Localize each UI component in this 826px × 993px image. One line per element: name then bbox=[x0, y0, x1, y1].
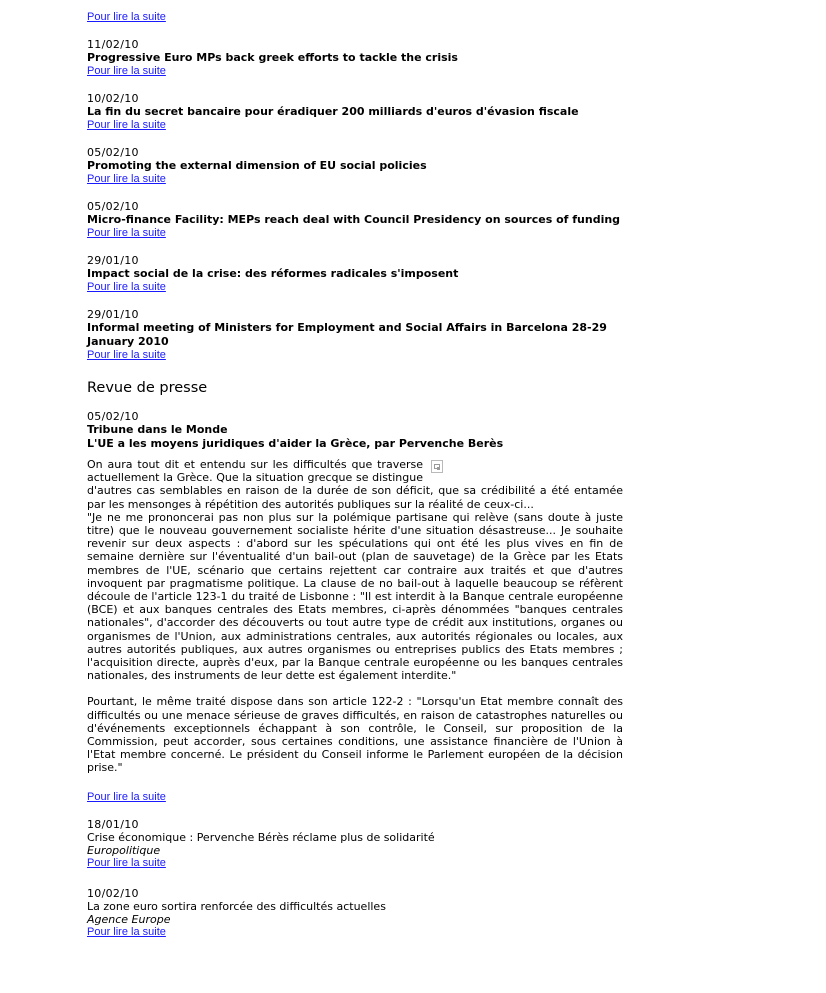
press-date: 05/02/10 bbox=[87, 410, 139, 423]
press-date: 10/02/10 bbox=[87, 886, 139, 900]
news-item bbox=[87, 254, 623, 294]
press-date: 18/01/10 bbox=[87, 817, 139, 831]
read-more-link[interactable]: Pour lire la suite bbox=[87, 790, 166, 803]
press-title: L'UE a les moyens juridiques d'aider la Grèce, par Pervenche Berès bbox=[87, 437, 504, 450]
news-item bbox=[87, 92, 623, 132]
news-title: Micro-finance Facility: MEPs reach deal with Council Presidency on sources of funding bbox=[87, 213, 621, 226]
news-title: Impact social de la crise: des réformes radicales s'imposent bbox=[87, 267, 459, 280]
news-item bbox=[87, 200, 623, 240]
news-item bbox=[87, 146, 623, 186]
news-date: 10/02/10 bbox=[87, 92, 139, 105]
news-date: 29/01/10 bbox=[87, 254, 139, 267]
section-heading: Revue de presse bbox=[87, 380, 208, 396]
read-more-link[interactable]: Pour lire la suite bbox=[87, 119, 166, 131]
article-paragraph: Pourtant, le même traité dispose dans son article 122-2 : "Lorsqu'un Etat membre connaît des difficultés ou une menace sérieuse de graves difficultés, en raison de catastrophes naturelles ou d'événements exceptionnels échappant à son contrôle, le Conseil, sur proposition de la Commission, peut accorder, sous certaines conditions, une assistance financière de l'Union à l'Etat membre concerné. Le président du Conseil informe le Parlement européen de la décision prise." bbox=[87, 695, 623, 775]
broken-image-icon bbox=[431, 460, 443, 473]
press-featured-article bbox=[87, 410, 623, 804]
read-more-link[interactable]: Pour lire la suite bbox=[87, 925, 166, 938]
read-more-link[interactable]: Pour lire la suite bbox=[87, 11, 166, 23]
news-item bbox=[87, 308, 623, 362]
news-title: La fin du secret bancaire pour éradiquer 200 milliards d'euros d'évasion fiscale bbox=[87, 105, 579, 118]
news-date: 29/01/10 bbox=[87, 308, 139, 321]
read-more-link[interactable]: Pour lire la suite bbox=[87, 173, 166, 185]
news-date: 05/02/10 bbox=[87, 146, 139, 159]
read-more-link[interactable]: Pour lire la suite bbox=[87, 349, 166, 361]
press-source: Europolitique bbox=[87, 843, 161, 857]
news-title: Progressive Euro MPs back greek efforts to tackle the crisis bbox=[87, 51, 458, 64]
press-source: Agence Europe bbox=[87, 912, 171, 926]
press-title: La zone euro sortira renforcée des difficultés actuelles bbox=[87, 899, 386, 913]
news-date: 11/02/10 bbox=[87, 38, 139, 51]
read-more-link[interactable]: Pour lire la suite bbox=[87, 856, 166, 869]
main-column bbox=[87, 0, 623, 939]
read-more-link[interactable]: Pour lire la suite bbox=[87, 65, 166, 77]
news-date: 05/02/10 bbox=[87, 200, 139, 213]
news-title: Informal meeting of Ministers for Employment and Social Affairs in Barcelona 28-29 January 2010 bbox=[87, 321, 607, 348]
read-more-link[interactable]: Pour lire la suite bbox=[87, 281, 166, 293]
news-title: Promoting the external dimension of EU social policies bbox=[87, 159, 427, 172]
news-item bbox=[87, 38, 623, 78]
read-more-link[interactable]: Pour lire la suite bbox=[87, 227, 166, 239]
press-source-line: Tribune dans le Monde bbox=[87, 423, 228, 436]
press-item bbox=[87, 818, 623, 870]
article-paragraph: "Je ne me prononcerai pas non plus sur la polémique partisane qui relève (sans doute à juste titre) que le nouveau gouvernement socialiste hérite d'une situation désastreuse... Je souhaite revenir sur deux aspects : d'abord sur les spéculations qui ont été les plus vives en fin de semaine dernière sur l'éventualité d'un bail-out (plan de sauvetage) de la Grèce par les Etats membres de l'UE, scénario que certains rejettent car contraire aux traités et que d'autres invoquent par pragmatisme politique. La clause de no bail-out à laquelle beaucoup se réfèrent découle de l'article 123-1 du traité de Lisbonne : "Il est interdit à la Banque centrale européenne (BCE) et aux banques centrales des Etats membres, ci-après dénommées "banques centrales nationales", d'accorder des découverts ou tout autre type de crédit aux institutions, organes ou organismes de l'Union, aux administrations centrales, aux autorités régionales ou locales, aux autres autorités publiques, aux autres organismes ou entreprises publics des Etats membres ; l'acquisition directe, auprès d'eux, par la Banque centrale européenne ou les banques centrales nationales, des instruments de leur dette est également interdite." bbox=[87, 510, 623, 683]
press-title: Crise économique : Pervenche Bérès réclame plus de solidarité bbox=[87, 830, 435, 844]
press-item bbox=[87, 887, 623, 939]
article-paragraph: On aura tout dit et entendu sur les difficultés que traverse actuellement la Grèce. Que la situation grecque se distingue d'autres cas semblables en raison de la durée de son déficit, que sa crédibilité a été entamée par les mensonges à répétition des autorités publiques sur la réalité de ceux-ci... bbox=[87, 458, 623, 511]
